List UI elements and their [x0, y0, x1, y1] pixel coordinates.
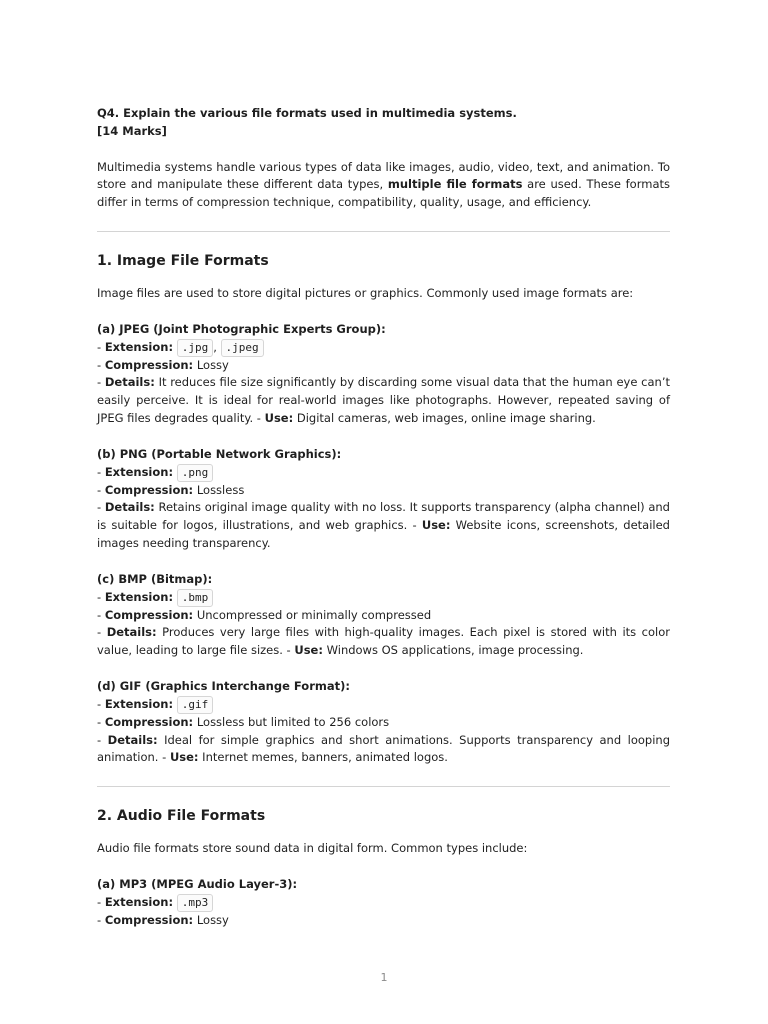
- format-title: (a) JPEG (Joint Photographic Experts Group):: [97, 321, 386, 336]
- question-title: Q4. Explain the various file formats used in multimedia systems.: [97, 106, 517, 120]
- question-marks: [14 Marks]: [97, 123, 167, 138]
- extension-code: .png: [177, 464, 214, 482]
- extension-line: - Extension: .mp3: [97, 894, 670, 912]
- details-paragraph: - Details: It reduces file size significantly by discarding some visual data that the human eye can’t easily perceive. It is ideal for real-world images like photographs. However, repeated saving of JPEG files degrades quality. - Use: Digital cameras, web images, online image sharing.: [97, 375, 670, 425]
- extension-line: - Extension: .gif: [97, 696, 670, 714]
- intro-paragraph: [97, 159, 670, 212]
- section-heading-image: 1. Image File Formats: [97, 252, 269, 269]
- extension-code: .bmp: [177, 589, 214, 607]
- format-block-mp3: [97, 876, 670, 930]
- format-block-png: [97, 446, 670, 553]
- page-number: 1: [380, 971, 388, 984]
- format-block-jpeg: [97, 321, 670, 428]
- extension-code: .mp3: [177, 894, 214, 912]
- extension-line: - Extension: .png: [97, 464, 670, 482]
- format-title: (a) MP3 (MPEG Audio Layer-3):: [97, 876, 298, 891]
- compression-line: - Compression: Lossless: [97, 482, 245, 497]
- document-page: [97, 105, 670, 930]
- extension-code: .jpeg: [221, 339, 264, 357]
- details-paragraph: - Details: Retains original image quality with no loss. It supports transparency (alpha channel) and is suitable for logos, illustrations, and web graphics. - Use: Website icons, screenshots, detailed images needing transparency.: [97, 500, 670, 550]
- section-heading-audio: 2. Audio File Formats: [97, 808, 266, 825]
- details-paragraph: - Details: Produces very large files with high-quality images. Each pixel is stored with its color value, leading to large file sizes. - Use: Windows OS applications, image processing.: [97, 625, 670, 658]
- intro-text-2: are used. These formats differ in terms of compression technique, compatibility, quality, usage, and efficiency.: [97, 177, 670, 210]
- details-paragraph: - Details: Ideal for simple graphics and short animations. Supports transparency and looping animation. - Use: Internet memes, banners, animated logos.: [97, 732, 670, 765]
- format-title: (c) BMP (Bitmap):: [97, 571, 213, 586]
- divider: [97, 786, 670, 787]
- divider: [97, 231, 670, 232]
- compression-line: - Compression: Lossy: [97, 357, 229, 372]
- format-block-gif: [97, 678, 670, 767]
- compression-line: - Compression: Lossy: [97, 912, 229, 927]
- compression-line: - Compression: Uncompressed or minimally compressed: [97, 607, 432, 622]
- compression-line: - Compression: Lossless but limited to 256 colors: [97, 714, 390, 729]
- extension-code: .jpg: [177, 339, 214, 357]
- question-header: [97, 105, 670, 141]
- format-title: (b) PNG (Portable Network Graphics):: [97, 446, 342, 461]
- section-lead-image: Image files are used to store digital pictures or graphics. Commonly used image formats are:: [97, 285, 634, 300]
- format-title: (d) GIF (Graphics Interchange Format):: [97, 678, 350, 693]
- extension-line: - Extension: .jpg , .jpeg: [97, 339, 670, 357]
- extension-code: .gif: [177, 696, 214, 714]
- intro-bold: multiple file formats: [387, 177, 523, 192]
- extension-line: - Extension: .bmp: [97, 589, 670, 607]
- format-block-bmp: [97, 571, 670, 660]
- intro-text-1: Multimedia systems handle various types of data like images, audio, video, text, and animation. To store and manipulate these different data types,: [97, 159, 670, 192]
- section-lead-audio: Audio file formats store sound data in digital form. Common types include:: [97, 841, 528, 856]
